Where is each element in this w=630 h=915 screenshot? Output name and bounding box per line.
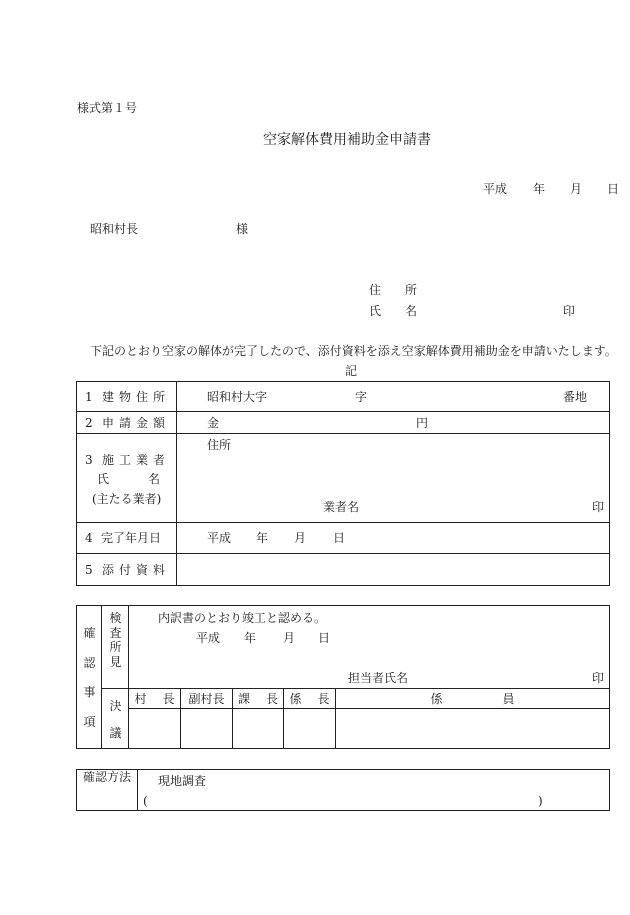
addressee-honorific: 様 — [236, 222, 249, 236]
approver-header-cell — [336, 689, 610, 709]
application-statement: 下記のとおり空家の解体が完了したので、添付資料を添え空家解体費用補助金を申請いたします。 — [90, 344, 617, 358]
row-approver-seals — [77, 709, 610, 749]
date-month: 月 — [570, 182, 583, 196]
method-value-cell — [138, 770, 610, 811]
oaza-label: 昭和村大字 — [207, 390, 268, 404]
inspection-content-cell — [129, 606, 610, 689]
date-month: 月 — [283, 631, 296, 645]
date-month: 月 — [294, 531, 307, 545]
item-number: 3 — [85, 453, 93, 467]
contractor-label: 施工業者 — [102, 453, 171, 467]
decision-label-cell — [102, 689, 129, 749]
amount-unit: 円 — [416, 416, 429, 430]
officer-name-label: 担当者氏名 — [348, 671, 409, 685]
date-day: 日 — [318, 631, 331, 645]
item-number: 2 — [85, 416, 93, 430]
contractor-company-label: 業者名 — [323, 500, 360, 514]
confirmation-section-label: 確認事項 — [83, 626, 96, 729]
building-address-label: 建物住所 — [102, 390, 171, 404]
approver-staff: 係 員 — [430, 692, 521, 706]
contractor-value-cell — [177, 434, 610, 523]
item-number: 1 — [85, 390, 93, 404]
approver-seal-cell-section-chief — [233, 709, 284, 749]
confirmation-method-table — [76, 769, 610, 811]
date-era: 平成 — [483, 182, 508, 196]
applicant-seal: 印 — [563, 304, 576, 318]
row-approver-headers — [77, 689, 610, 709]
approver-seal-cell-unit-chief — [284, 709, 336, 749]
ki-label: 記 — [345, 364, 358, 378]
completion-date-label-cell — [77, 523, 177, 554]
inspection-label-cell — [102, 606, 129, 689]
date-year: 年 — [244, 631, 257, 645]
approver-header-cell — [233, 689, 284, 709]
form-number: 様式第１号 — [77, 101, 138, 115]
amount-prefix: 金 — [207, 416, 220, 430]
approver-seal-cell-mayor — [129, 709, 181, 749]
attachments-label: 添付資料 — [102, 563, 171, 577]
approver-seal-cell-staff — [336, 709, 610, 749]
date-era: 平成 — [196, 631, 221, 645]
banchi-label: 番地 — [563, 390, 588, 404]
method-label: 確認方法 — [82, 770, 131, 784]
method-close-paren: ) — [538, 794, 543, 808]
approver-unit-chief: 係 長 — [289, 692, 332, 706]
row-amount — [77, 412, 610, 434]
method-onsite-survey: 現地調査 — [158, 774, 207, 788]
row-confirmation-method — [77, 770, 610, 811]
contractor-address-label: 住所 — [207, 438, 232, 452]
form-title: 空家解体費用補助金申請書 — [263, 132, 431, 148]
contractor-name-label: 氏 名 — [97, 472, 166, 486]
row-attachments — [77, 554, 610, 586]
approver-mayor: 村 長 — [134, 692, 177, 706]
approver-header-cell — [284, 689, 336, 709]
approver-header-cell — [181, 689, 233, 709]
completion-date-label: 完了年月日 — [101, 531, 162, 545]
amount-label: 申請金額 — [102, 416, 171, 430]
decision-label: 決議 — [109, 699, 122, 740]
amount-label-cell — [77, 412, 177, 434]
contractor-note: (主たる業者) — [92, 492, 162, 506]
confirmation-table — [76, 605, 610, 749]
attachments-value-cell — [177, 554, 610, 586]
approver-seal-cell-deputy-mayor — [181, 709, 233, 749]
officer-seal: 印 — [592, 671, 605, 685]
contractor-seal: 印 — [592, 500, 605, 514]
amount-value-cell — [177, 412, 610, 434]
item-number: 5 — [85, 563, 93, 577]
date-year: 年 — [256, 531, 269, 545]
method-open-paren: ( — [143, 794, 148, 808]
approver-header-cell — [129, 689, 181, 709]
row-inspection — [77, 606, 610, 689]
date-year: 年 — [533, 182, 546, 196]
date-era: 平成 — [207, 531, 232, 545]
item-number: 4 — [85, 531, 93, 545]
row-contractor — [77, 434, 610, 523]
contractor-label-cell — [77, 434, 177, 523]
row-building-address — [77, 382, 610, 412]
aza-label: 字 — [355, 390, 368, 404]
inspection-text: 内訳書のとおり竣工と認める。 — [158, 611, 327, 625]
applicant-name-label: 氏 名 — [369, 304, 418, 318]
inspection-label: 検査所見 — [109, 611, 122, 669]
addressee-name: 昭和村長 — [90, 222, 139, 236]
building-address-value-cell — [177, 382, 610, 412]
approver-deputy-mayor: 副村長 — [188, 692, 225, 706]
attachments-label-cell — [77, 554, 177, 586]
method-label-cell — [77, 770, 138, 811]
row-completion-date — [77, 523, 610, 554]
application-details-table — [76, 381, 610, 586]
applicant-address-label: 住 所 — [369, 283, 418, 297]
confirmation-section-cell — [77, 606, 102, 749]
building-address-label-cell — [77, 382, 177, 412]
date-day: 日 — [607, 182, 620, 196]
approver-section-chief: 課 長 — [237, 692, 280, 706]
completion-date-value-cell — [177, 523, 610, 554]
date-day: 日 — [333, 531, 346, 545]
